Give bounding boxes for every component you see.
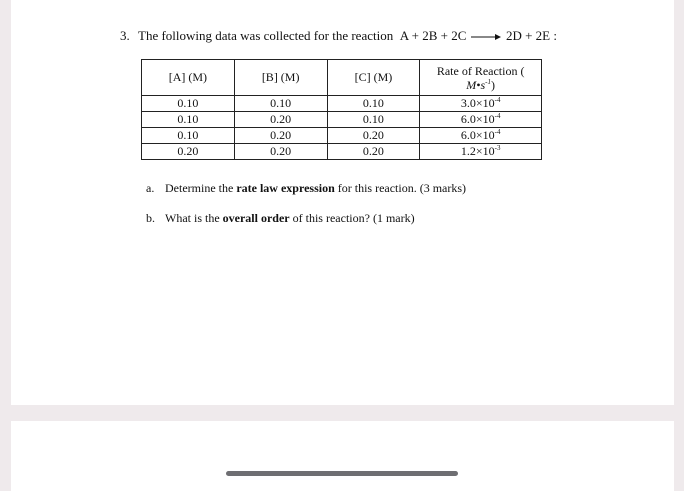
part-a-letter: a. <box>146 181 155 195</box>
cell-b: 0.20 <box>234 112 327 128</box>
cell-rate <box>420 112 542 128</box>
data-table <box>141 59 542 160</box>
rate-mantissa: 1.2×10 <box>460 144 495 158</box>
part-a-pre: Determine the <box>165 181 234 195</box>
rate-exponent: -4 <box>494 128 501 136</box>
header-rate-unit: M•s <box>466 77 486 92</box>
cell-a: 0.10 <box>142 128 235 144</box>
rate-exponent: -3 <box>494 144 501 152</box>
rate-exponent: -4 <box>494 96 501 104</box>
cell-a: 0.20 <box>142 144 235 160</box>
question-prompt <box>138 28 557 44</box>
header-c: [C] (M) <box>327 60 420 96</box>
table-row <box>142 112 542 128</box>
cell-a: 0.10 <box>142 112 235 128</box>
question-part-b <box>146 211 415 226</box>
table-row <box>142 144 542 160</box>
cell-a: 0.10 <box>142 96 235 112</box>
reaction-arrow-icon <box>471 32 501 42</box>
cell-rate <box>420 128 542 144</box>
reaction-reactants: A + 2B + 2C <box>399 28 467 43</box>
header-rate-unit-group <box>466 78 491 92</box>
cell-b: 0.20 <box>234 144 327 160</box>
part-a-bold: rate law expression <box>236 181 335 195</box>
cell-rate <box>420 96 542 112</box>
cell-c: 0.10 <box>327 96 420 112</box>
next-page <box>11 421 674 491</box>
question-number: 3. <box>120 28 130 43</box>
header-rate-label: Rate of Reaction ( <box>436 63 525 78</box>
cell-c: 0.10 <box>327 112 420 128</box>
question-part-a <box>146 181 466 196</box>
rate-mantissa: 3.0×10 <box>460 96 495 110</box>
header-b: [B] (M) <box>234 60 327 96</box>
rate-mantissa: 6.0×10 <box>460 128 495 142</box>
cell-c: 0.20 <box>327 128 420 144</box>
header-rate-close: ) <box>491 77 495 92</box>
header-a: [A] (M) <box>142 60 235 96</box>
rate-mantissa: 6.0×10 <box>460 112 495 126</box>
question-text: The following data was collected for the reaction <box>138 28 394 43</box>
header-rate-unit-exponent: -1 <box>485 77 491 86</box>
cell-b: 0.20 <box>234 128 327 144</box>
reaction-products: 2D + 2E : <box>505 28 557 43</box>
cell-c: 0.20 <box>327 144 420 160</box>
part-a-post: for this reaction. (3 marks) <box>337 181 467 195</box>
cell-rate <box>420 144 542 160</box>
rate-exponent: -4 <box>494 112 501 120</box>
part-b-letter: b. <box>146 211 155 225</box>
part-b-pre: What is the <box>165 211 220 225</box>
part-b-post: of this reaction? (1 mark) <box>292 211 415 225</box>
table-header-row <box>142 60 542 96</box>
table-row <box>142 128 542 144</box>
part-b-bold: overall order <box>222 211 290 225</box>
cell-b: 0.10 <box>234 96 327 112</box>
header-rate <box>420 60 542 96</box>
table-row <box>142 96 542 112</box>
home-indicator[interactable] <box>226 471 458 476</box>
